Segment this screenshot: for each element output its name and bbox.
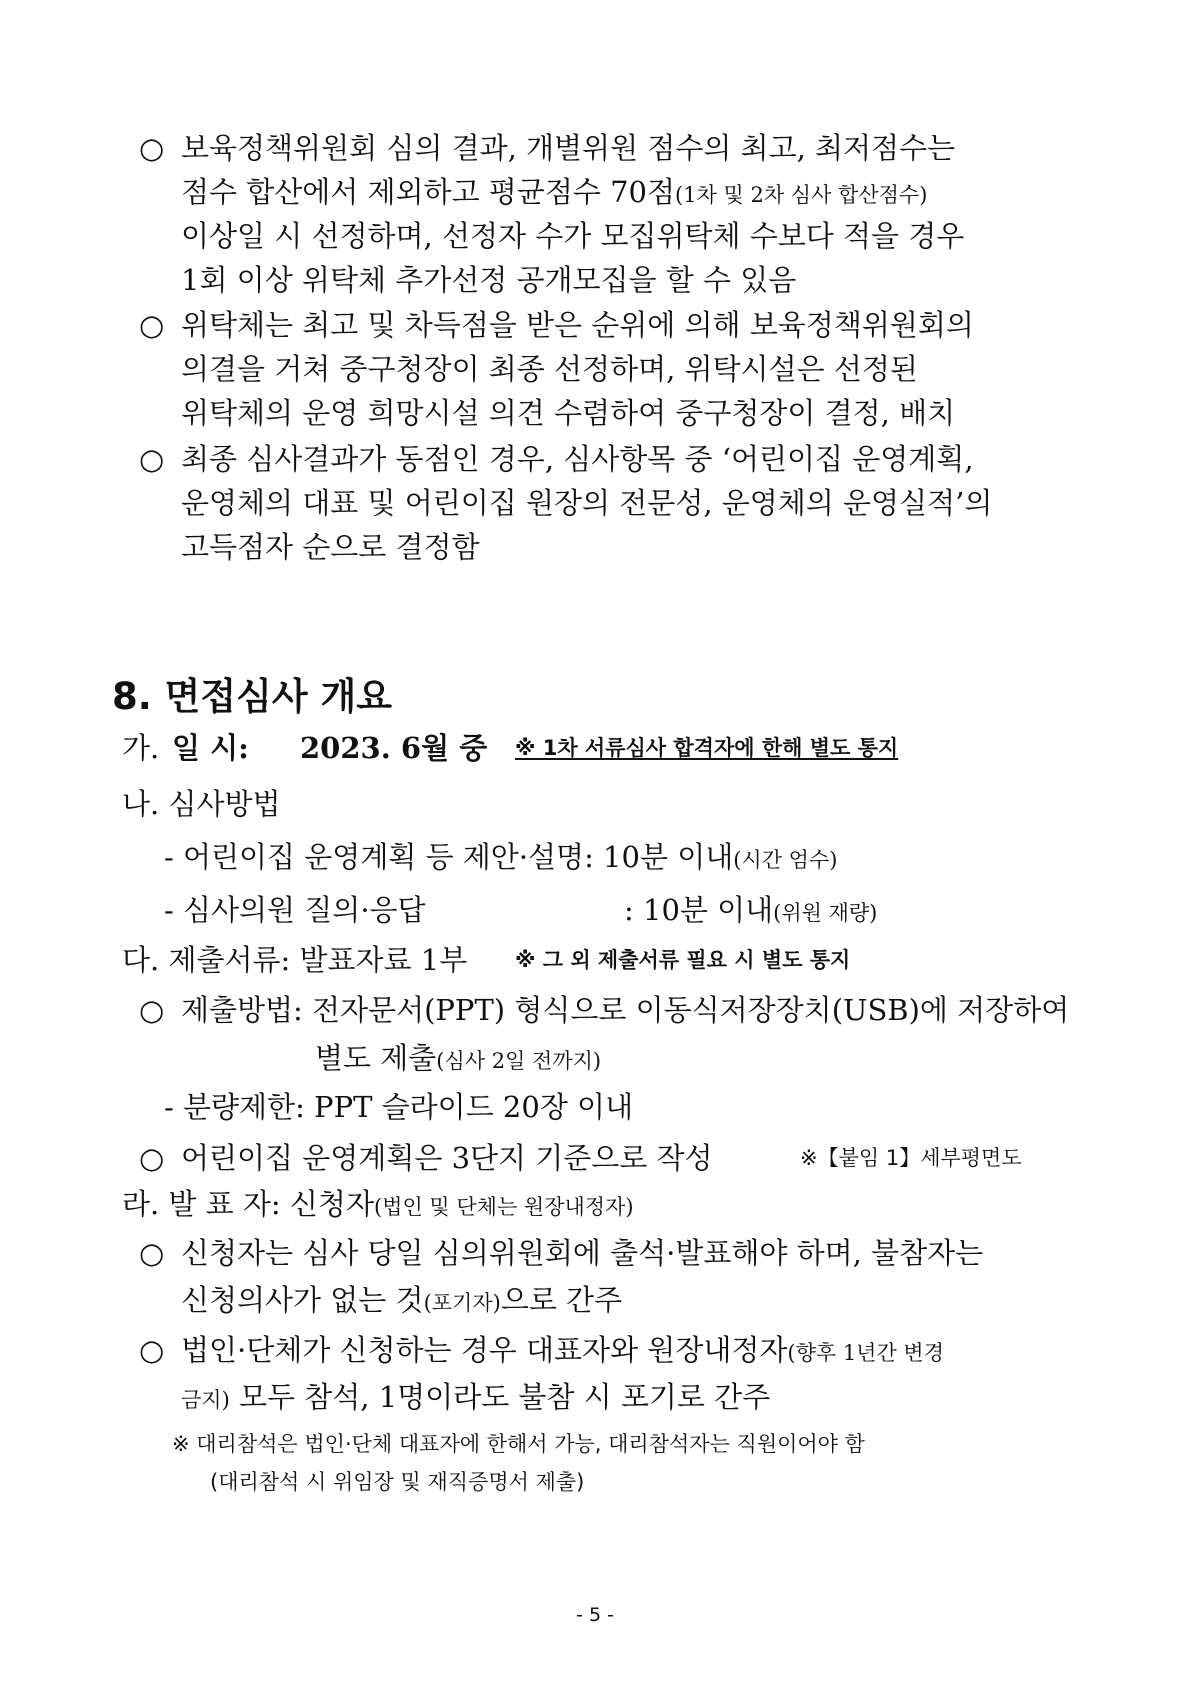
paren-note: (시간 엄수) [733, 848, 838, 872]
body-text: 위탁체는 최고 및 차득점을 받은 순위에 의해 보육정책위원회의 [181, 308, 974, 342]
schedule-note: ※ 1차 서류심사 합격자에 한해 별도 통지 [515, 736, 899, 760]
body-text: 제출방법: 전자문서(PPT) 형식으로 이동식저장장치(USB)에 저장하여 [181, 993, 1070, 1027]
bullet-marker: ○ [139, 1333, 165, 1367]
dash-item: - 어린이집 운영계획 등 제안·설명: 10분 이내(시간 엄수) [164, 840, 838, 874]
proxy-note-sub: (대리참석 시 위임장 및 재직증명서 제출) [210, 1470, 585, 1494]
dash-item: - 심사의원 질의·응답 [164, 893, 426, 927]
body-text: 신청자는 심사 당일 심의위원회에 출석·발표해야 하며, 불참자는 [181, 1236, 984, 1270]
bullet-marker: ○ [139, 993, 165, 1027]
bullet-marker: ○ [139, 1141, 165, 1175]
dash-item-value: : 10분 이내(위원 재량) [624, 893, 878, 927]
item-label: 나. 심사방법 [122, 787, 281, 821]
body-text: 의결을 거쳐 중구청장이 최종 선정하며, 위탁시설은 선정된 [181, 352, 918, 386]
schedule-value: 2023. 6월 중 [300, 731, 488, 765]
paren-note: (향후 1년간 변경 [787, 1341, 944, 1365]
attachment-note: ※【붙임 1】세부평면도 [800, 1146, 1022, 1170]
item-label: 다. 제출서류: 발표자료 1부 [122, 943, 468, 977]
page-number: - 5 - [576, 1604, 614, 1626]
paren-note: 금지) [181, 1388, 230, 1412]
paren-note: (심사 2일 전까지) [436, 1049, 602, 1073]
bullet-marker: ○ [139, 308, 165, 342]
dash-item: - 분량제한: PPT 슬라이드 20장 이내 [164, 1090, 634, 1124]
body-text: 별도 제출(심사 2일 전까지) [315, 1041, 602, 1075]
item-label: 가. [122, 731, 160, 765]
body-text: 보육정책위원회 심의 결과, 개별위원 점수의 최고, 최저점수는 [181, 131, 956, 165]
body-text: 운영체의 대표 및 어린이집 원장의 전문성, 운영체의 운영실적’의 [181, 486, 993, 520]
body-text: 이상일 시 선정하며, 선정자 수가 모집위탁체 수보다 적을 경우 [181, 219, 965, 253]
paren-note: (법인 및 단체는 원장내정자) [373, 1195, 634, 1219]
body-text: 금지) 모두 참석, 1명이라도 불참 시 포기로 간주 [181, 1380, 771, 1414]
submission-note: ※ 그 외 제출서류 필요 시 별도 통지 [515, 948, 851, 972]
body-text: 법인·단체가 신청하는 경우 대표자와 원장내정자(향후 1년간 변경 [181, 1333, 944, 1367]
body-text: 점수 합산에서 제외하고 평균점수 70점(1차 및 2차 심사 합산점수) [181, 175, 928, 209]
section-title: 8. 면접심사 개요 [112, 675, 393, 718]
bullet-marker: ○ [139, 1236, 165, 1270]
body-text: 어린이집 운영계획은 3단지 기준으로 작성 [181, 1141, 713, 1175]
body-text: 위탁체의 운영 희망시설 의견 수렴하여 중구청장이 결정, 배치 [181, 396, 956, 430]
bullet-marker: ○ [139, 131, 165, 165]
body-text: 1회 이상 위탁체 추가선정 공개모집을 할 수 있음 [181, 263, 797, 297]
paren-note: (포기자) [423, 1291, 501, 1315]
paren-note: (1차 및 2차 심사 합산점수) [675, 183, 928, 207]
bullet-marker: ○ [139, 442, 165, 476]
item-label: 라. 발 표 자: 신청자(법인 및 단체는 원장내정자) [122, 1187, 634, 1221]
body-text: 고득점자 순으로 결정함 [181, 530, 480, 564]
body-text: 최종 심사결과가 동점인 경우, 심사항목 중 ‘어린이집 운영계획, [181, 442, 974, 476]
paren-note: (위원 재량) [773, 901, 878, 925]
body-text: 신청의사가 없는 것(포기자)으로 간주 [181, 1283, 623, 1317]
proxy-note: ※ 대리참석은 법인·단체 대표자에 한해서 가능, 대리참석자는 직원이어야 함 [172, 1432, 865, 1456]
item-key: 일 시: [172, 731, 249, 765]
